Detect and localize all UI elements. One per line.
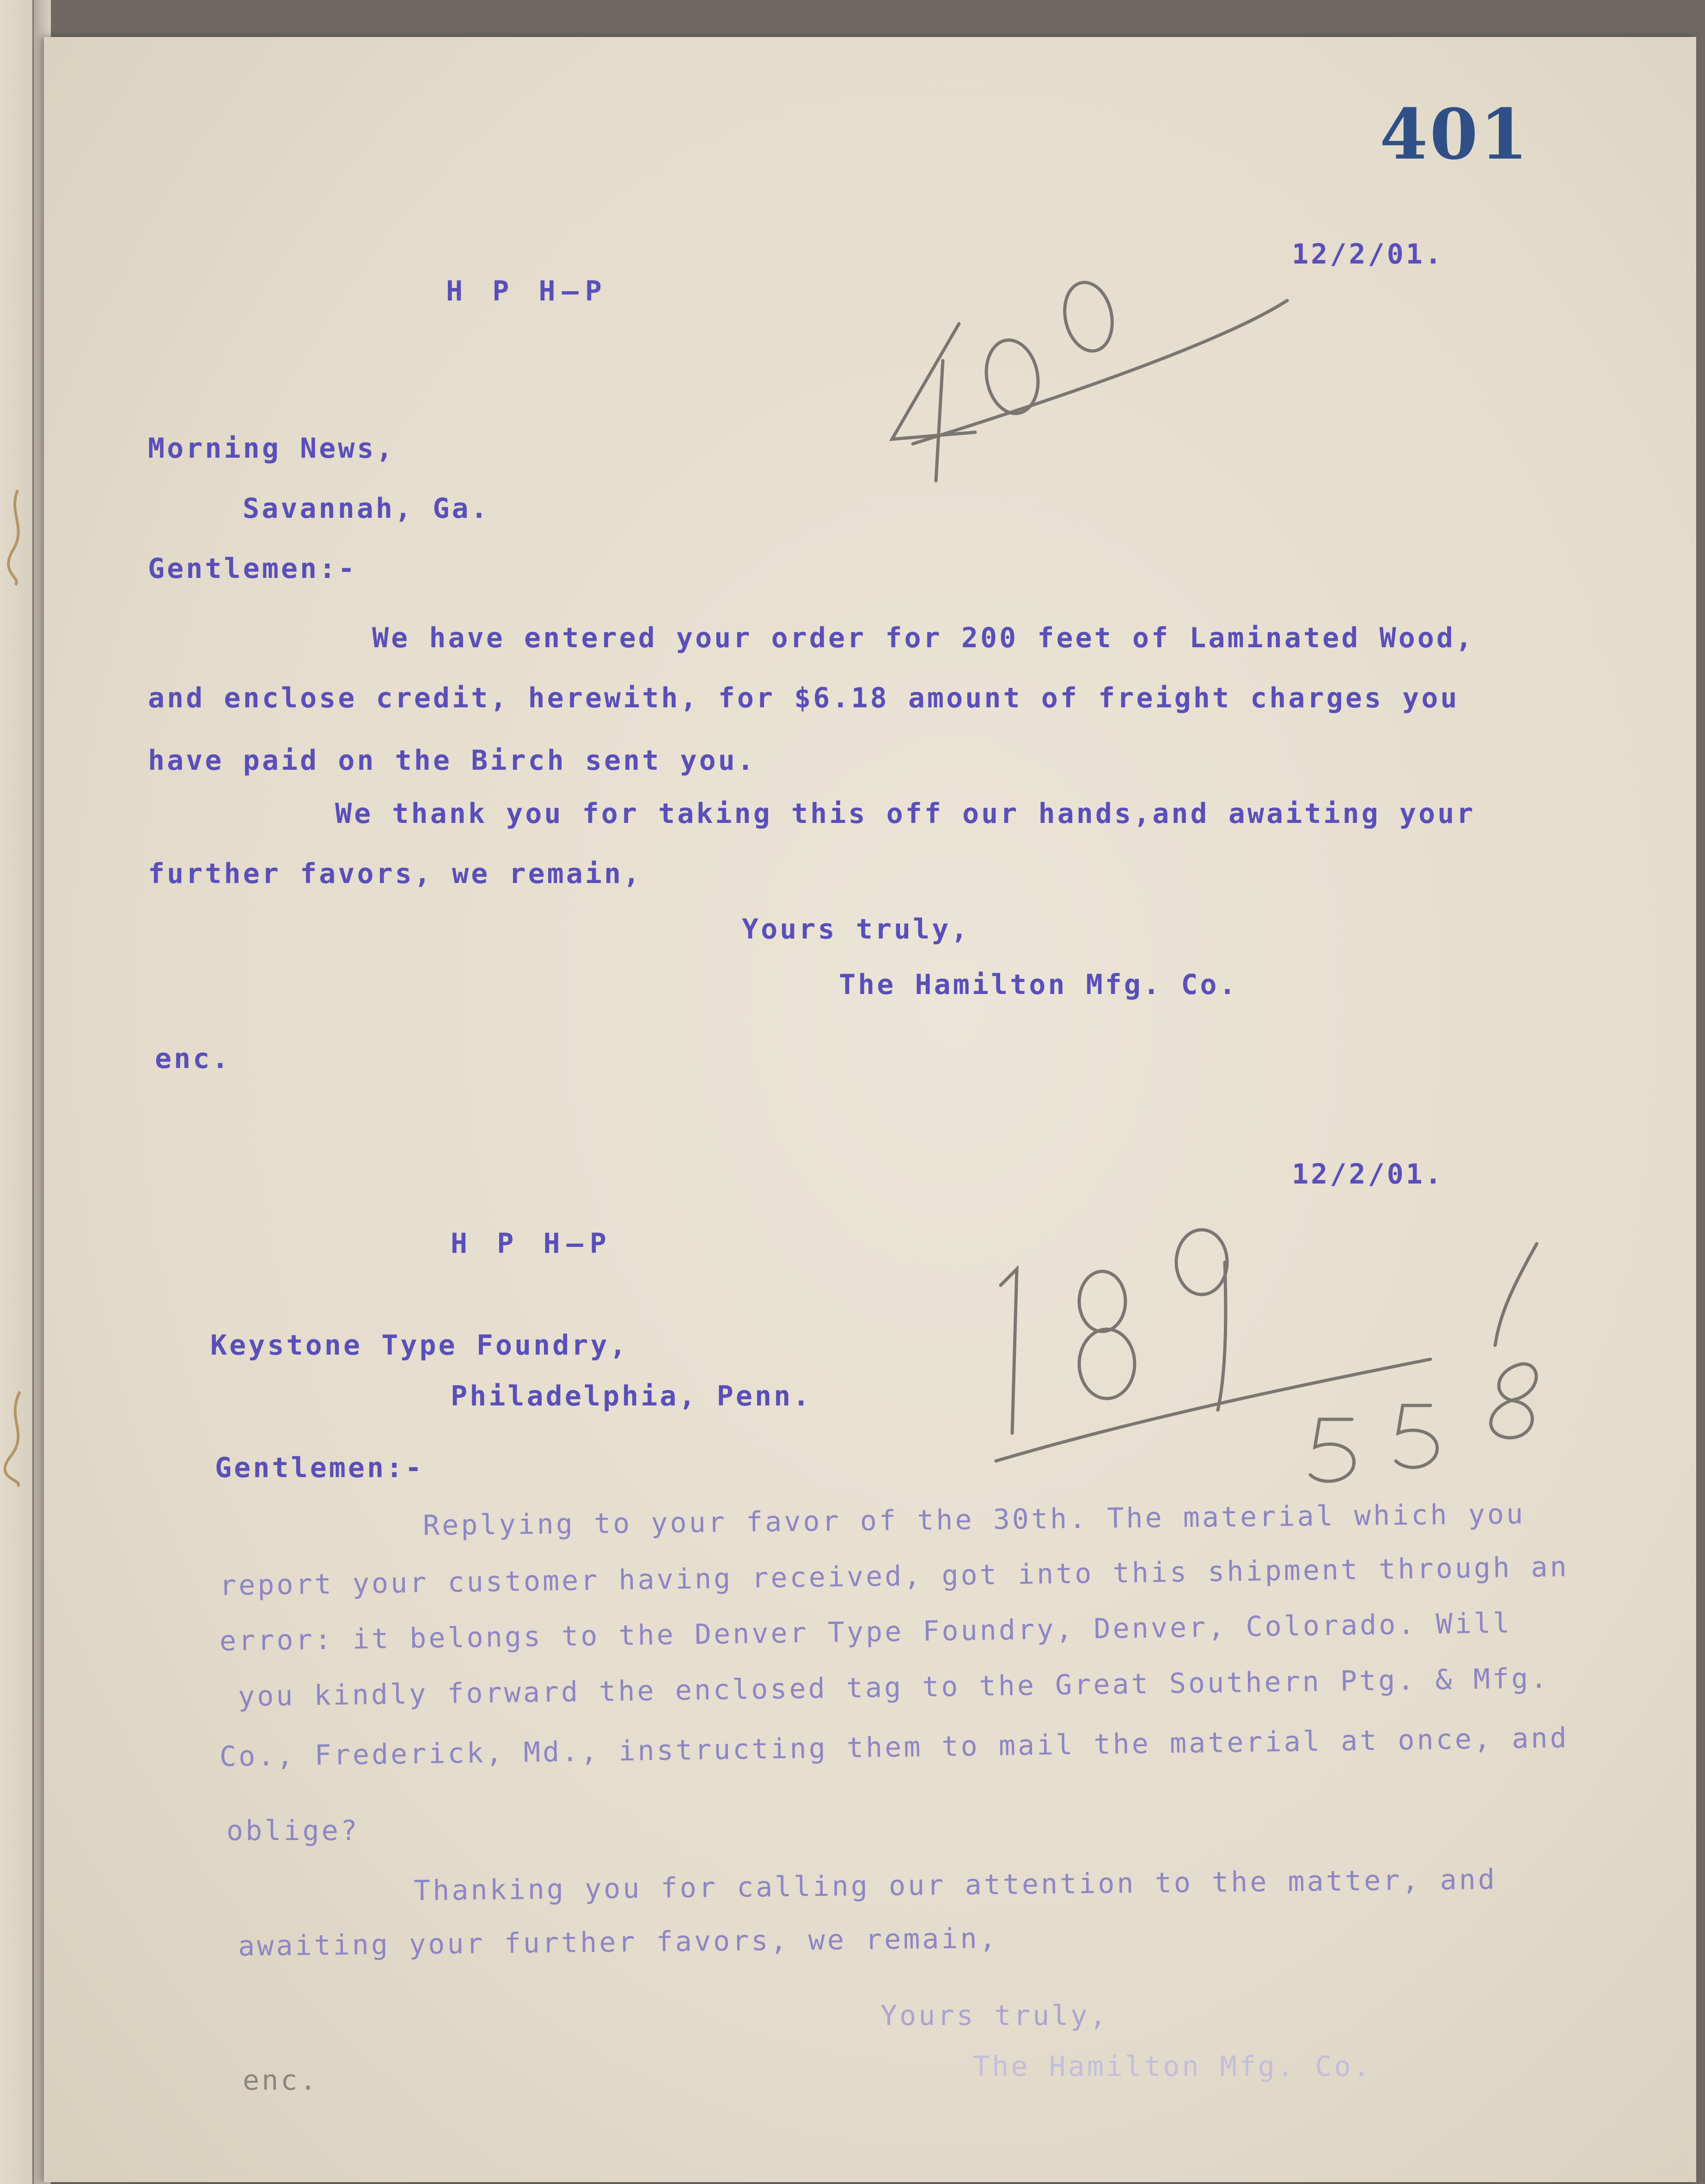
letter1-body-line: further favors, we remain,: [148, 858, 642, 890]
letter1-recipient-place: Savannah, Ga.: [243, 492, 490, 525]
letter2-initials: H P H—P: [451, 1227, 613, 1260]
letter1-body-line: and enclose credit, herewith, for $6.18 amount of freight charges you: [148, 682, 1460, 714]
letter1-initials: H P H—P: [446, 275, 608, 307]
letter1-salutation: Gentlemen:-: [148, 552, 357, 585]
letter2-body-line: Co., Frederick, Md., instructing them to mail the material at once, and: [219, 1722, 1569, 1773]
letter2-recipient-place: Philadelphia, Penn.: [451, 1380, 812, 1412]
letter2-body-line: you kindly forward the enclosed tag to the Great Southern Ptg. & Mfg.: [238, 1662, 1550, 1713]
letterpress-copy-page: [44, 37, 1696, 2182]
letter1-body-line: We thank you for taking this off our hands,and awaiting your: [335, 798, 1476, 830]
letter2-body-line: awaiting your further favors, we remain,: [238, 1922, 999, 1963]
letter1-date: 12/2/01.: [1292, 238, 1444, 270]
letter1-body-line: have paid on the Birch sent you.: [148, 744, 756, 777]
bleed-through-mark: [4, 485, 31, 587]
previous-page-edge: [0, 0, 34, 2184]
letter2-date: 12/2/01.: [1292, 1158, 1444, 1190]
letter2-closing: Yours truly,: [880, 2000, 1109, 2032]
letter1-enclosure: enc.: [155, 1043, 231, 1075]
page-number: 401: [1380, 94, 1530, 175]
letter1-body-line: We have entered your order for 200 feet of Laminated Wood,: [372, 622, 1475, 654]
letter2-body-line: Thanking you for calling our attention to the matter, and: [413, 1863, 1497, 1907]
pencil-note-558: [996, 1244, 1537, 1481]
letter1-signature: The Hamilton Mfg. Co.: [839, 969, 1238, 1001]
pencil-note-189: [1001, 1230, 1227, 1433]
pencil-annotations: [44, 37, 1696, 2182]
letter1-recipient-name: Morning News,: [148, 432, 395, 465]
letter2-body-line: Replying to your favor of the 30th. The material which you: [422, 1498, 1526, 1542]
letter2-signature: The Hamilton Mfg. Co.: [973, 2050, 1372, 2083]
letter2-body-line: oblige?: [226, 1815, 360, 1847]
letter2-salutation: Gentlemen:-: [215, 1452, 424, 1484]
bleed-through-mark: [4, 1387, 31, 1489]
letter2-body-line: report your customer having received, got into this shipment through an: [219, 1551, 1569, 1602]
pencil-note-400: [892, 278, 1287, 481]
letter2-enclosure: enc.: [243, 2064, 319, 2097]
letter2-recipient-name: Keystone Type Foundry,: [210, 1329, 629, 1362]
letter1-closing: Yours truly,: [742, 913, 970, 945]
letter2-body-line: error: it belongs to the Denver Type Foundry, Denver, Colorado. Will: [219, 1607, 1512, 1657]
